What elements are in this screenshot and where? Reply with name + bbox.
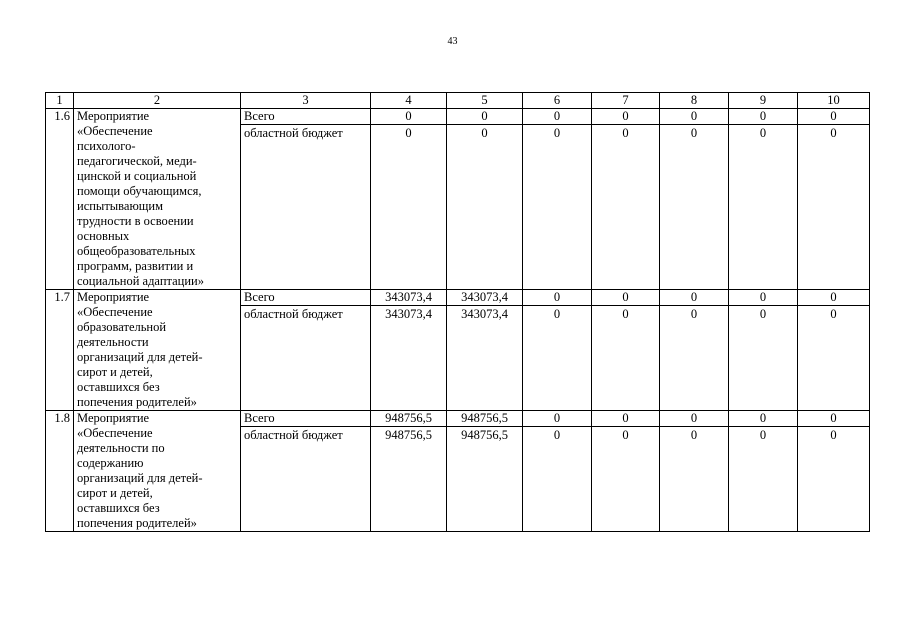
table-row bbox=[46, 411, 870, 427]
value-cell: 343073,4 bbox=[371, 290, 447, 306]
value-cell: 0 bbox=[660, 290, 729, 306]
source-regional: областной бюджет bbox=[241, 125, 371, 290]
source-regional: областной бюджет bbox=[241, 306, 371, 411]
activity-name: Мероприятие «Обеспечение образовательной деятельности организаций для детей- сирот и детей, оставшихся без попечения родителей» bbox=[74, 290, 241, 411]
value-cell: 0 bbox=[523, 411, 592, 427]
source-regional: областной бюджет bbox=[241, 427, 371, 532]
table-row bbox=[46, 109, 870, 125]
value-cell: 343073,4 bbox=[447, 290, 523, 306]
header-cell: 4 bbox=[371, 93, 447, 109]
source-total: Всего bbox=[241, 411, 371, 427]
value-cell: 948756,5 bbox=[371, 411, 447, 427]
header-row bbox=[46, 93, 870, 109]
activity-name: Мероприятие «Обеспечение психолого- педагогической, меди- цинской и социальной помощи обучающимся, испытывающим трудности в освоении основных общеобразовательных программ, развитии и социальной адаптации» bbox=[74, 109, 241, 290]
value-cell: 0 bbox=[592, 125, 660, 290]
source-total: Всего bbox=[241, 290, 371, 306]
value-cell: 0 bbox=[729, 109, 798, 125]
value-cell: 0 bbox=[523, 290, 592, 306]
header-cell: 5 bbox=[447, 93, 523, 109]
row-index: 1.8 bbox=[46, 411, 74, 532]
value-cell: 0 bbox=[798, 125, 870, 290]
row-index: 1.6 bbox=[46, 109, 74, 290]
page-number: 43 bbox=[447, 36, 458, 47]
value-cell: 0 bbox=[592, 306, 660, 411]
header-cell: 3 bbox=[241, 93, 371, 109]
header-cell: 8 bbox=[660, 93, 729, 109]
value-cell: 0 bbox=[592, 411, 660, 427]
value-cell: 0 bbox=[371, 125, 447, 290]
value-cell: 0 bbox=[592, 109, 660, 125]
header-cell: 10 bbox=[798, 93, 870, 109]
header-cell: 1 bbox=[46, 93, 74, 109]
value-cell: 0 bbox=[660, 109, 729, 125]
value-cell: 0 bbox=[592, 290, 660, 306]
table-row bbox=[46, 290, 870, 306]
value-cell: 948756,5 bbox=[447, 411, 523, 427]
value-cell: 0 bbox=[729, 411, 798, 427]
value-cell: 0 bbox=[523, 125, 592, 290]
value-cell: 0 bbox=[798, 411, 870, 427]
value-cell: 343073,4 bbox=[371, 306, 447, 411]
value-cell: 0 bbox=[660, 306, 729, 411]
header-cell: 9 bbox=[729, 93, 798, 109]
row-index: 1.7 bbox=[46, 290, 74, 411]
header-cell: 6 bbox=[523, 93, 592, 109]
value-cell: 0 bbox=[660, 125, 729, 290]
value-cell: 343073,4 bbox=[447, 306, 523, 411]
value-cell: 0 bbox=[660, 411, 729, 427]
value-cell: 0 bbox=[447, 109, 523, 125]
value-cell: 948756,5 bbox=[447, 427, 523, 532]
source-total: Всего bbox=[241, 109, 371, 125]
value-cell: 0 bbox=[371, 109, 447, 125]
value-cell: 0 bbox=[592, 427, 660, 532]
header-cell: 7 bbox=[592, 93, 660, 109]
value-cell: 0 bbox=[798, 290, 870, 306]
value-cell: 0 bbox=[729, 290, 798, 306]
value-cell: 0 bbox=[523, 306, 592, 411]
activity-name: Мероприятие «Обеспечение деятельности по содержанию организаций для детей- сирот и детей, оставшихся без попечения родителей» bbox=[74, 411, 241, 532]
value-cell: 0 bbox=[523, 427, 592, 532]
value-cell: 0 bbox=[523, 109, 592, 125]
value-cell: 0 bbox=[798, 109, 870, 125]
value-cell: 0 bbox=[729, 125, 798, 290]
value-cell: 0 bbox=[798, 306, 870, 411]
budget-table bbox=[45, 92, 870, 532]
value-cell: 0 bbox=[660, 427, 729, 532]
value-cell: 948756,5 bbox=[371, 427, 447, 532]
value-cell: 0 bbox=[729, 427, 798, 532]
header-cell: 2 bbox=[74, 93, 241, 109]
value-cell: 0 bbox=[447, 125, 523, 290]
value-cell: 0 bbox=[729, 306, 798, 411]
value-cell: 0 bbox=[798, 427, 870, 532]
